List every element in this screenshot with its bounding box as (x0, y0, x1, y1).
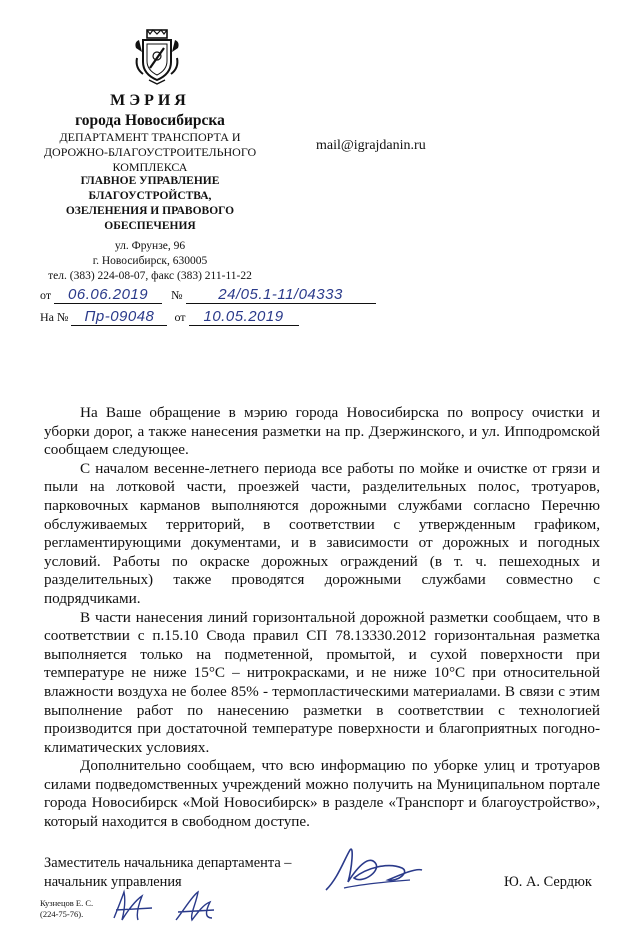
signatory-name: Ю. А. Сердюк (504, 874, 592, 890)
city-name: города Новосибирска (75, 112, 225, 129)
mayor-title: МЭРИЯ (110, 92, 190, 109)
coat-of-arms-icon (133, 28, 181, 86)
signature-icon (318, 838, 428, 908)
reply-line (40, 308, 299, 326)
reply-label: На № (40, 310, 69, 324)
department-line-1: ДЕПАРТАМЕНТ ТРАНСПОРТА И (59, 130, 241, 144)
paragraph-1: На Ваше обращение в мэрию города Новосибирска по вопросу очистки и уборки дорог, а также нанесения разметки на пр. Дзержинского, и ул. Ипподромской сообщаем следующее. (44, 404, 600, 459)
directorate-line-3: ОЗЕЛЕНЕНИЯ И ПРАВОВОГО (65, 205, 235, 217)
signatory-position-line-1: Заместитель начальника департамента – (44, 855, 292, 871)
from-label: от (40, 288, 52, 302)
reply-from-label: от (174, 310, 186, 324)
initials-icon (108, 888, 158, 924)
signatory-position-line-2: начальник управления (44, 874, 182, 890)
department-line-3: КОМПЛЕКСА (112, 160, 188, 174)
paragraph-4: Дополнительно сообщаем, что всю информацию по уборке улиц и тротуаров силами подведомственных учреждений можно получить на Муниципальном портале города Новосибирск «Мой Новосибирск» в разделе «Транспорт и благоустройство», который находится в свободном доступе. (44, 757, 600, 831)
executor-phone: (224-75-76). (40, 909, 84, 919)
phone-fax: тел. (383) 224-08-07, факс (383) 211-11-22 (48, 270, 252, 282)
reply-date: 10.05.2019 (189, 308, 299, 326)
recipient-email: mail@igrajdanin.ru (316, 138, 426, 153)
executor-name: Кузнецов Е. С. (40, 898, 94, 908)
paragraph-2: С началом весенне-летнего периода все работы по мойке и очистке от грязи и пыли на лотковой части, проезжей части, разделительных полос, тротуаров, парковочных карманов выполняются дорожными службами согласно Перечню обслуживаемых территорий, в соответствии с утвержденным графиком, регламентирующими документами, и в зависимости от дорожных и погодных условий. Работы по окраске дорожных ограждений (в т. ч. пешеходных и разделительных) также проводятся дорожными службами совместно с подрядчиками. (44, 459, 600, 607)
directorate-line-4: ОБЕСПЕЧЕНИЯ (104, 220, 196, 232)
letter-body (44, 404, 600, 832)
outgoing-date: 06.06.2019 (54, 286, 162, 304)
address-city: г. Новосибирск, 630005 (92, 255, 208, 267)
reply-number: Пр-09048 (71, 308, 167, 326)
directorate-line-2: БЛАГОУСТРОЙСТВА, (88, 190, 212, 202)
paragraph-3: В части нанесения линий горизонтальной дорожной разметки сообщаем, что в соответствии с п.15.10 Свода правил СП 78.13330.2012 горизонтальная разметка выполняется только на подметенной, промытой, и сухой поверхности при температуре не ниже 15°С – нитрокрасками, и не ниже 10°С при относительной влажности воздуха не более 85% - термопластическими материалами. В связи с этим выполнение работ по нанесению разметки в соответствии с технологией производится при достаточной температуре поверхности и благоприятных погодно-климатических условиях. (44, 608, 600, 756)
visa-icon (172, 888, 220, 924)
number-label: № (171, 288, 183, 302)
outgoing-number: 24/05.1-11/04333 (186, 286, 376, 304)
directorate-line-1: ГЛАВНОЕ УПРАВЛЕНИЕ (80, 175, 220, 187)
department-line-2: ДОРОЖНО-БЛАГОУСТРОИТЕЛЬНОГО (43, 145, 257, 159)
registration-line (40, 286, 376, 304)
address-street: ул. Фрунзе, 96 (114, 240, 186, 252)
